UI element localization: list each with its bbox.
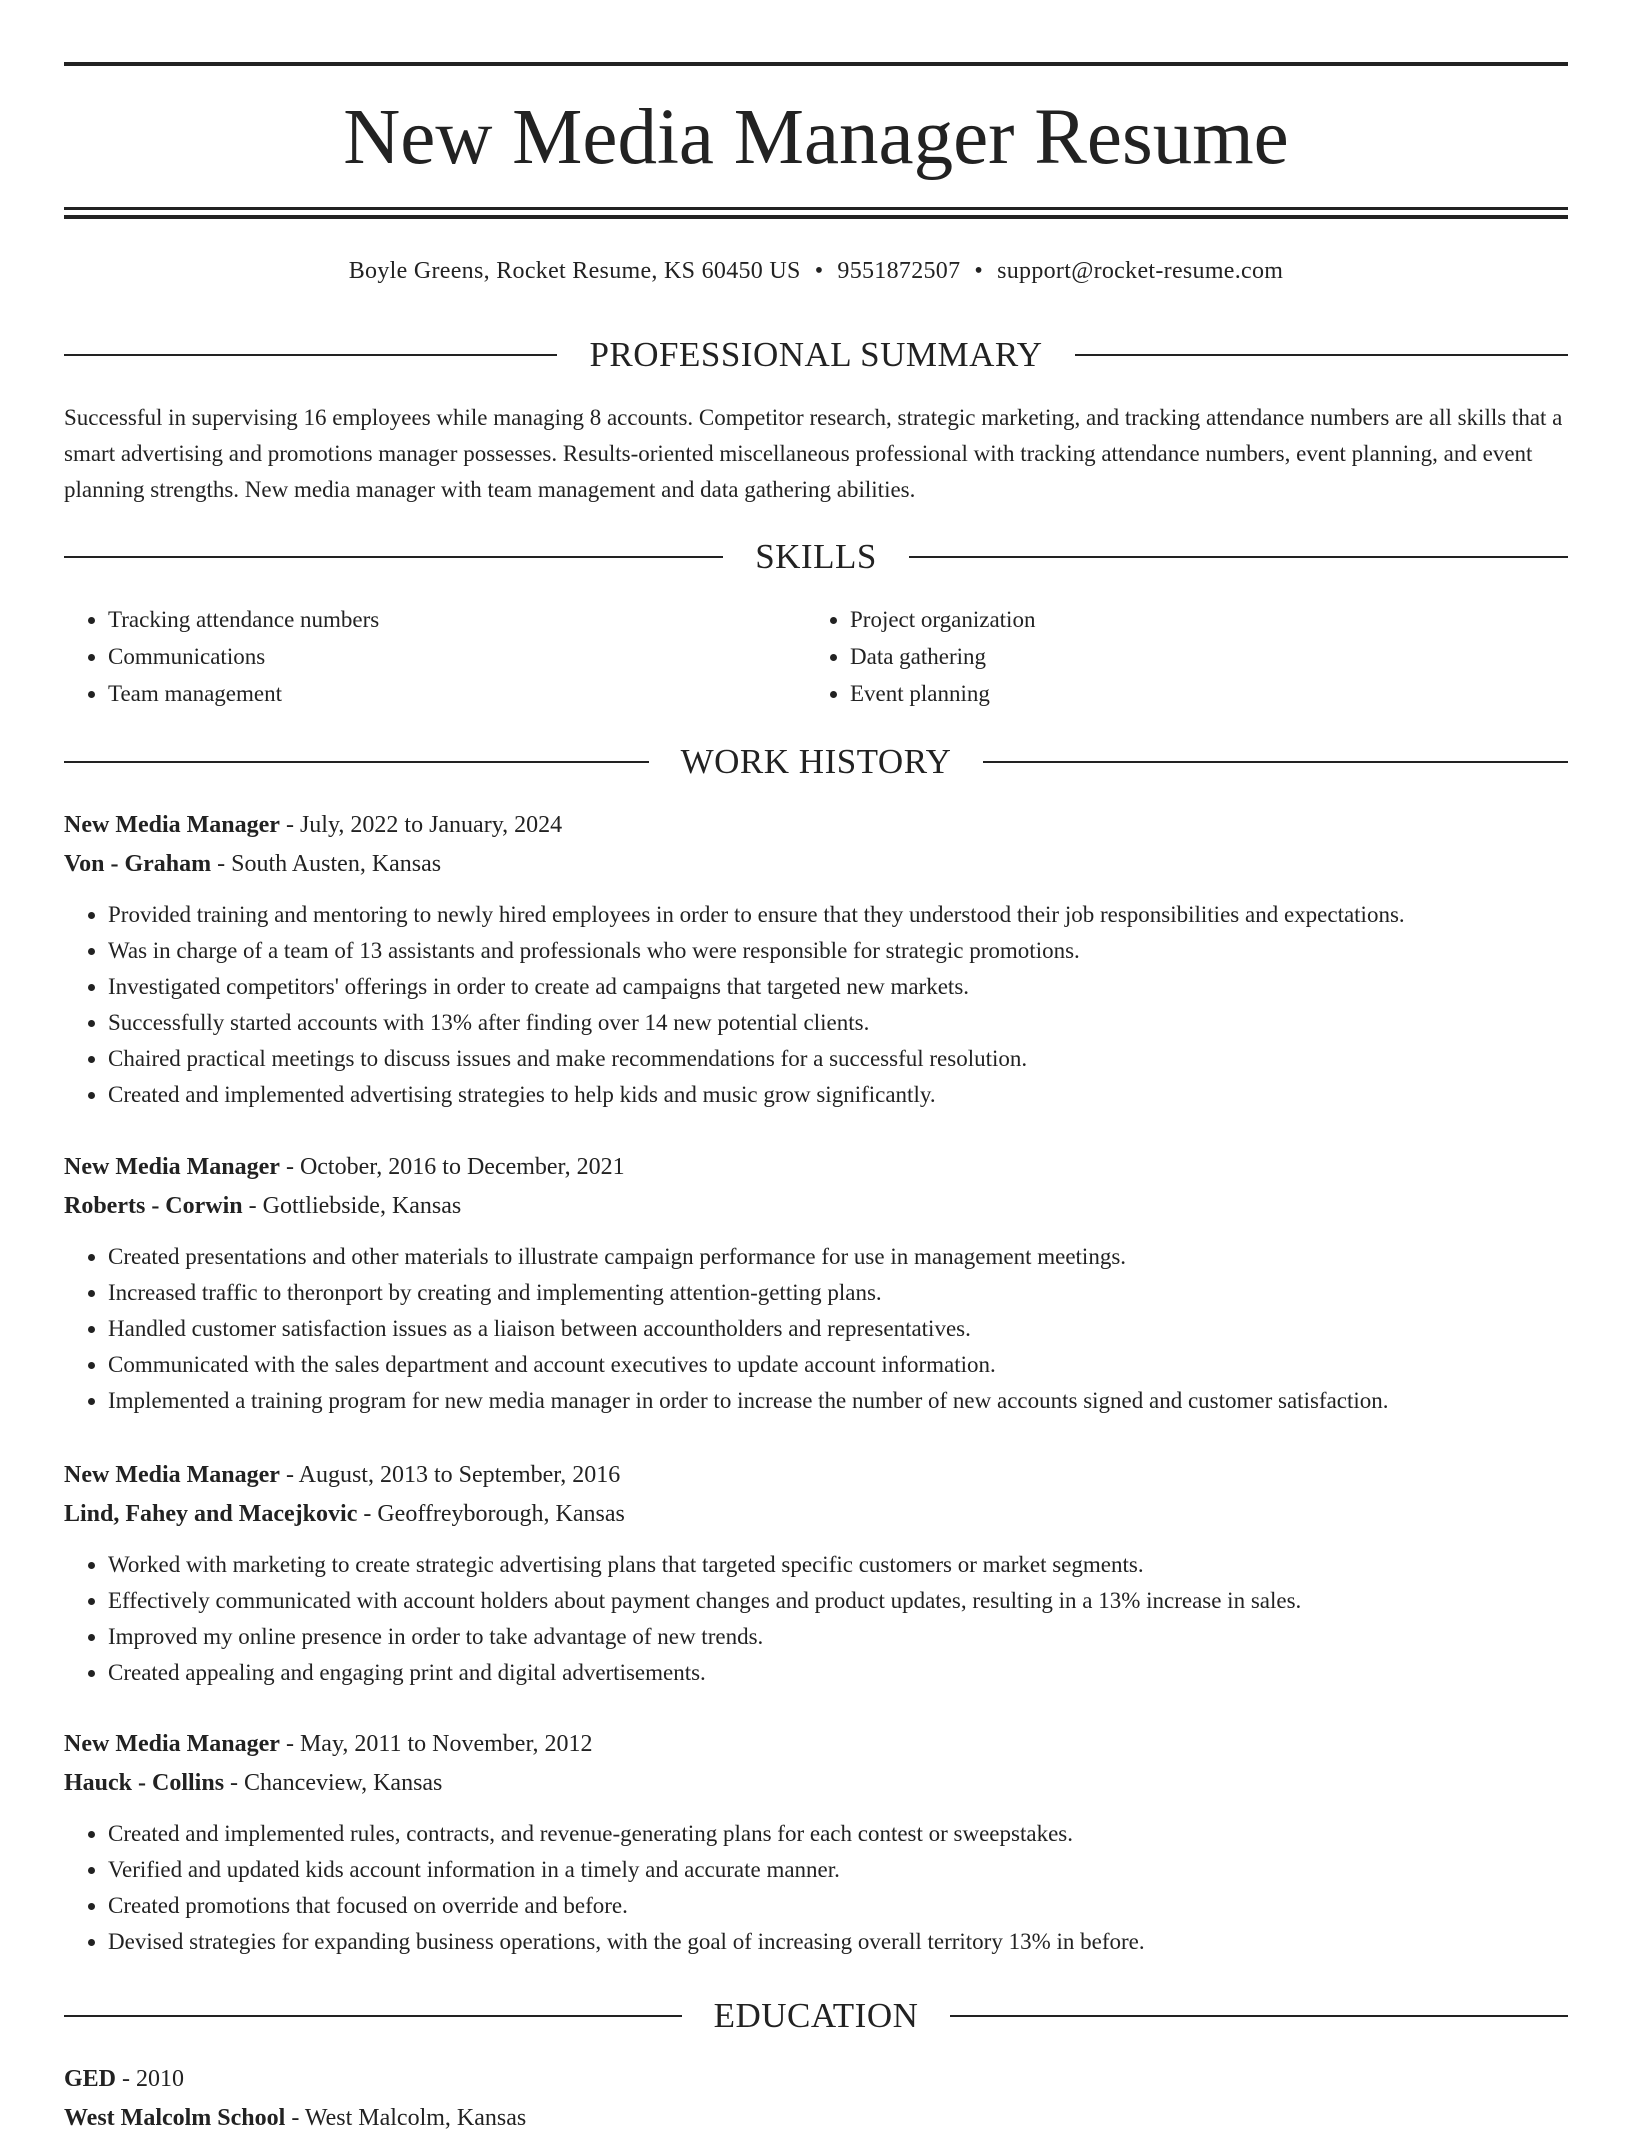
job-location: - Chanceview, Kansas xyxy=(224,1770,443,1796)
skill-item: • Team management xyxy=(108,675,806,712)
job-bullet: • Created appealing and engaging print and digital advertisements. xyxy=(108,1655,1568,1691)
contact-email: support@rocket-resume.com xyxy=(997,258,1284,284)
job-title: New Media Manager xyxy=(64,1462,280,1488)
work-heading xyxy=(64,740,1568,784)
skills-heading xyxy=(64,535,1568,579)
top-rule xyxy=(64,62,1568,66)
heading-rule-right xyxy=(1075,354,1568,356)
heading-rule-left xyxy=(64,2015,682,2017)
contact-separator: • xyxy=(814,258,824,284)
heading-rule-left xyxy=(64,761,649,763)
contact-address: Boyle Greens, Rocket Resume, KS 60450 US xyxy=(348,258,801,284)
job-bullet: • Created promotions that focused on override and before. xyxy=(108,1888,1568,1924)
contact-separator: • xyxy=(974,258,984,284)
skills-list xyxy=(64,601,1568,712)
heading-rule-left xyxy=(64,354,557,356)
job-dates: - May, 2011 to November, 2012 xyxy=(279,1731,593,1757)
job-bullet: • Devised strategies for expanding business operations, with the goal of increasing overall territory 13% in before. xyxy=(108,1924,1568,1960)
summary-text: Successful in supervising 16 employees while managing 8 accounts. Competitor research, strategic marketing, and tracking attendance numbers are all skills that a smart advertising and promotions manager possesses. Results-oriented miscellaneous professional with tracking attendance numbers, event planning, and event planning strengths. New media manager with team management and data gathering abilities. xyxy=(64,405,1563,502)
job-bullet: • Worked with marketing to create strategic advertising plans that targeted specific customers or market segments. xyxy=(108,1547,1568,1583)
skills-column-left xyxy=(64,601,806,712)
job-bullet: • Chaired practical meetings to discuss issues and make recommendations for a successful resolution. xyxy=(108,1041,1568,1077)
job-location: - Gottliebside, Kansas xyxy=(242,1193,462,1219)
job-company: Von - Graham xyxy=(64,851,212,877)
summary-heading-label: PROFESSIONAL SUMMARY xyxy=(589,335,1043,374)
job-bullet: • Investigated competitors' offerings in order to create ad campaigns that targeted new markets. xyxy=(108,969,1568,1005)
education-heading xyxy=(64,1994,1568,2038)
job-entry xyxy=(64,1725,1568,1960)
job-bullets xyxy=(64,1547,1568,1691)
job-title-line xyxy=(64,1148,1568,1187)
job-bullet: • Effectively communicated with account holders about payment changes and product updates, resulting in a 13% increase in sales. xyxy=(108,1583,1568,1619)
education-heading-label: EDUCATION xyxy=(713,1996,919,2035)
job-company: Roberts - Corwin xyxy=(64,1193,243,1219)
education-year: - 2010 xyxy=(116,2066,185,2092)
job-title-line xyxy=(64,806,1568,845)
heading-rule-right xyxy=(909,556,1568,558)
job-company: Lind, Fahey and Macejkovic xyxy=(64,1501,358,1527)
skill-item: • Tracking attendance numbers xyxy=(108,601,806,638)
job-entry xyxy=(64,806,1568,1113)
job-bullet: • Verified and updated kids account information in a timely and accurate manner. xyxy=(108,1852,1568,1888)
title-rule-lower xyxy=(64,215,1568,219)
education-degree: GED xyxy=(64,2066,117,2092)
job-bullet: • Improved my online presence in order to take advantage of new trends. xyxy=(108,1619,1568,1655)
education-entry xyxy=(64,2060,1568,2138)
skill-item: • Project organization xyxy=(850,601,1548,638)
job-bullet: • Was in charge of a team of 13 assistants and professionals who were responsible for strategic promotions. xyxy=(108,933,1568,969)
job-title-line xyxy=(64,1456,1568,1495)
job-company-line xyxy=(64,1495,1568,1534)
job-bullet: • Implemented a training program for new media manager in order to increase the number of new accounts signed and customer satisfaction. xyxy=(108,1383,1568,1419)
job-bullet: • Provided training and mentoring to newly hired employees in order to ensure that they understood their job responsibilities and expectations. xyxy=(108,897,1568,933)
job-title: New Media Manager xyxy=(64,812,280,838)
job-bullet: • Successfully started accounts with 13% after finding over 14 new potential clients. xyxy=(108,1005,1568,1041)
job-company-line xyxy=(64,1187,1568,1226)
job-bullet: • Handled customer satisfaction issues as a liaison between accountholders and representatives. xyxy=(108,1311,1568,1347)
job-entry xyxy=(64,1456,1568,1691)
skill-item: • Communications xyxy=(108,638,806,675)
contact-phone: 9551872507 xyxy=(837,258,961,284)
job-bullets xyxy=(64,1816,1568,1960)
education-location: - West Malcolm, Kansas xyxy=(285,2105,527,2131)
job-bullet: • Increased traffic to theronport by creating and implementing attention-getting plans. xyxy=(108,1275,1568,1311)
job-dates: - July, 2022 to January, 2024 xyxy=(279,812,563,838)
job-title-line xyxy=(64,1725,1568,1764)
job-company-line xyxy=(64,1764,1568,1803)
job-title: New Media Manager xyxy=(64,1154,280,1180)
job-company-line xyxy=(64,845,1568,884)
heading-rule-right xyxy=(950,2015,1568,2017)
education-school: West Malcolm School xyxy=(64,2105,286,2131)
job-dates: - August, 2013 to September, 2016 xyxy=(279,1462,621,1488)
job-bullet: • Created presentations and other materials to illustrate campaign performance for use in management meetings. xyxy=(108,1239,1568,1275)
skills-column-right xyxy=(806,601,1548,712)
heading-rule-right xyxy=(983,761,1568,763)
job-dates: - October, 2016 to December, 2021 xyxy=(279,1154,625,1180)
education-degree-line xyxy=(64,2060,1568,2099)
job-entry xyxy=(64,1148,1568,1419)
job-bullets xyxy=(64,1239,1568,1419)
skill-item: • Data gathering xyxy=(850,638,1548,675)
work-heading-label: WORK HISTORY xyxy=(680,742,952,781)
job-company: Hauck - Collins xyxy=(64,1770,225,1796)
job-title: New Media Manager xyxy=(64,1731,280,1757)
summary-heading xyxy=(64,333,1568,377)
heading-rule-left xyxy=(64,556,723,558)
job-bullet: • Communicated with the sales department and account executives to update account information. xyxy=(108,1347,1568,1383)
job-bullet: • Created and implemented rules, contracts, and revenue-generating plans for each contest or sweepstakes. xyxy=(108,1816,1568,1852)
job-bullet: • Created and implemented advertising strategies to help kids and music grow significantly. xyxy=(108,1077,1568,1113)
resume-title: New Media Manager Resume xyxy=(343,94,1289,181)
job-bullets xyxy=(64,897,1568,1113)
job-location: - South Austen, Kansas xyxy=(211,851,442,877)
title-rule-upper xyxy=(64,207,1568,210)
skills-heading-label: SKILLS xyxy=(755,537,877,576)
education-school-line xyxy=(64,2099,1568,2138)
skill-item: • Event planning xyxy=(850,675,1548,712)
contact-line xyxy=(64,254,1568,288)
job-location: - Geoffreyborough, Kansas xyxy=(357,1501,625,1527)
